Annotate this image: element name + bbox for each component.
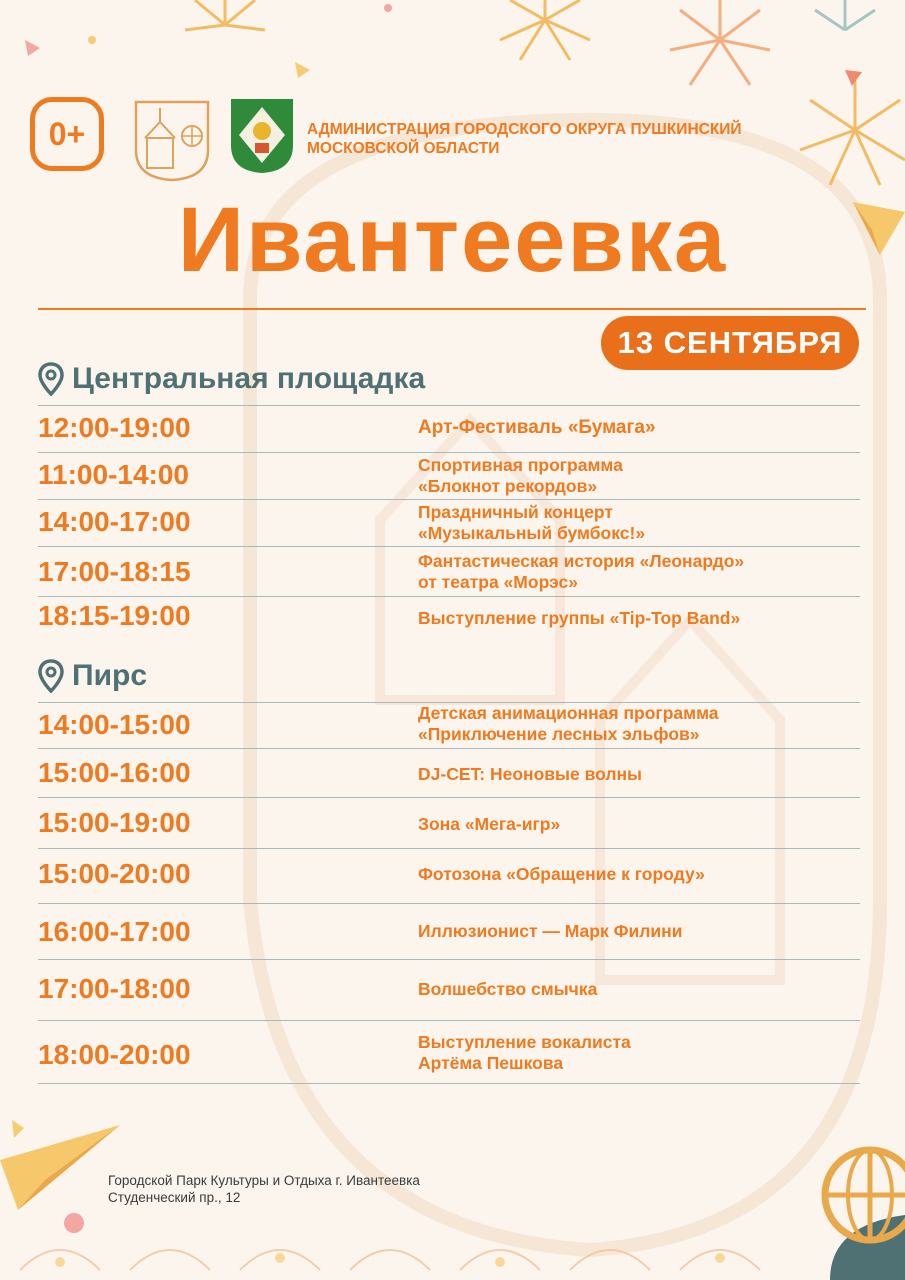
location-pin-icon	[38, 362, 64, 396]
event-line: Артёма Пешкова	[418, 1053, 564, 1073]
event-line: DJ-CET: Неоновые волны	[418, 764, 642, 784]
table-row	[38, 799, 860, 849]
venue-name: Пирс	[72, 659, 148, 692]
age-rating-badge: 0+	[30, 97, 104, 171]
event-line: от театра «Морэс»	[418, 572, 578, 592]
city-logo-icon	[132, 98, 212, 182]
event-line: Выступление вокалиста	[418, 1032, 631, 1052]
event-time: 18:00-20:00	[38, 1039, 191, 1070]
event-line: Фотозона «Обращение к городу»	[418, 864, 705, 884]
table-row	[38, 905, 860, 960]
table-row	[38, 407, 860, 453]
footer-line: Студенческий пр., 12	[108, 1190, 241, 1205]
globe-icon	[825, 1150, 905, 1280]
event-title	[418, 551, 863, 593]
event-title	[418, 864, 863, 885]
event-time: 17:00-18:15	[38, 556, 191, 587]
administration-line: АДМИНИСТРАЦИЯ ГОРОДСКОГО ОКРУГА ПУШКИНСКИЙ	[307, 121, 742, 138]
event-title	[418, 814, 863, 835]
event-title	[418, 608, 863, 629]
administration-title	[307, 120, 827, 158]
event-title	[418, 417, 863, 438]
footer-line: Городской Парк Культуры и Отдыха г. Ивантеевка	[108, 1173, 420, 1188]
footer-address	[108, 1172, 420, 1206]
event-time: 14:00-17:00	[38, 506, 191, 537]
event-line: «Блокнот рекордов»	[418, 476, 598, 496]
event-line: Иллюзионист — Марк Филини	[418, 921, 683, 941]
event-line: Волшебство смычка	[418, 979, 598, 999]
administration-line: МОСКОВСКОЙ ОБЛАСТИ	[307, 140, 500, 157]
event-time: 17:00-18:00	[38, 973, 191, 1004]
event-title	[418, 502, 863, 544]
table-row	[38, 750, 860, 798]
event-line: Зона «Мега-игр»	[418, 814, 561, 834]
title-divider	[38, 308, 866, 310]
page-title: Ивантеевка	[177, 189, 728, 291]
event-line: Выступление группы «Tip-Top Band»	[418, 608, 741, 628]
venue-heading-pier	[38, 659, 147, 693]
row-divider	[38, 405, 860, 406]
table-row	[38, 548, 860, 597]
event-line: «Приключение лесных эльфов»	[418, 724, 700, 744]
event-time: 11:00-14:00	[38, 459, 190, 490]
table-row	[38, 704, 860, 749]
firework-icon	[185, 0, 265, 30]
event-time: 18:15-19:00	[38, 600, 191, 631]
venue-heading-central	[38, 362, 425, 396]
event-title	[418, 455, 863, 497]
event-line: Праздничный концерт	[418, 502, 613, 522]
venue-name: Центральная площадка	[72, 362, 426, 395]
event-line: Детская анимационная программа	[418, 703, 719, 723]
event-title	[418, 764, 863, 785]
event-title	[418, 1032, 863, 1074]
event-time: 15:00-19:00	[38, 807, 191, 838]
event-line: Спортивная программа	[418, 455, 623, 475]
event-title	[418, 703, 863, 745]
table-row	[38, 1022, 860, 1084]
event-line: Арт-Фестиваль «Бумага»	[418, 417, 656, 438]
event-time: 16:00-17:00	[38, 916, 191, 947]
table-row	[38, 501, 860, 547]
coat-of-arms-icon	[229, 97, 295, 175]
table-row	[38, 598, 860, 636]
location-pin-icon	[38, 659, 64, 693]
table-row	[38, 454, 860, 500]
table-row	[38, 961, 860, 1021]
event-title	[418, 979, 863, 1000]
event-line: Фантастическая история «Леонардо»	[418, 551, 745, 571]
table-row	[38, 850, 860, 904]
event-time: 15:00-16:00	[38, 757, 191, 788]
event-title	[418, 921, 863, 942]
event-time: 15:00-20:00	[38, 858, 191, 889]
event-time: 14:00-15:00	[38, 709, 191, 740]
event-time: 12:00-19:00	[38, 412, 191, 443]
date-badge: 13 СЕНТЯБРЯ	[601, 316, 859, 370]
event-line: «Музыкальный бумбокс!»	[418, 523, 646, 543]
